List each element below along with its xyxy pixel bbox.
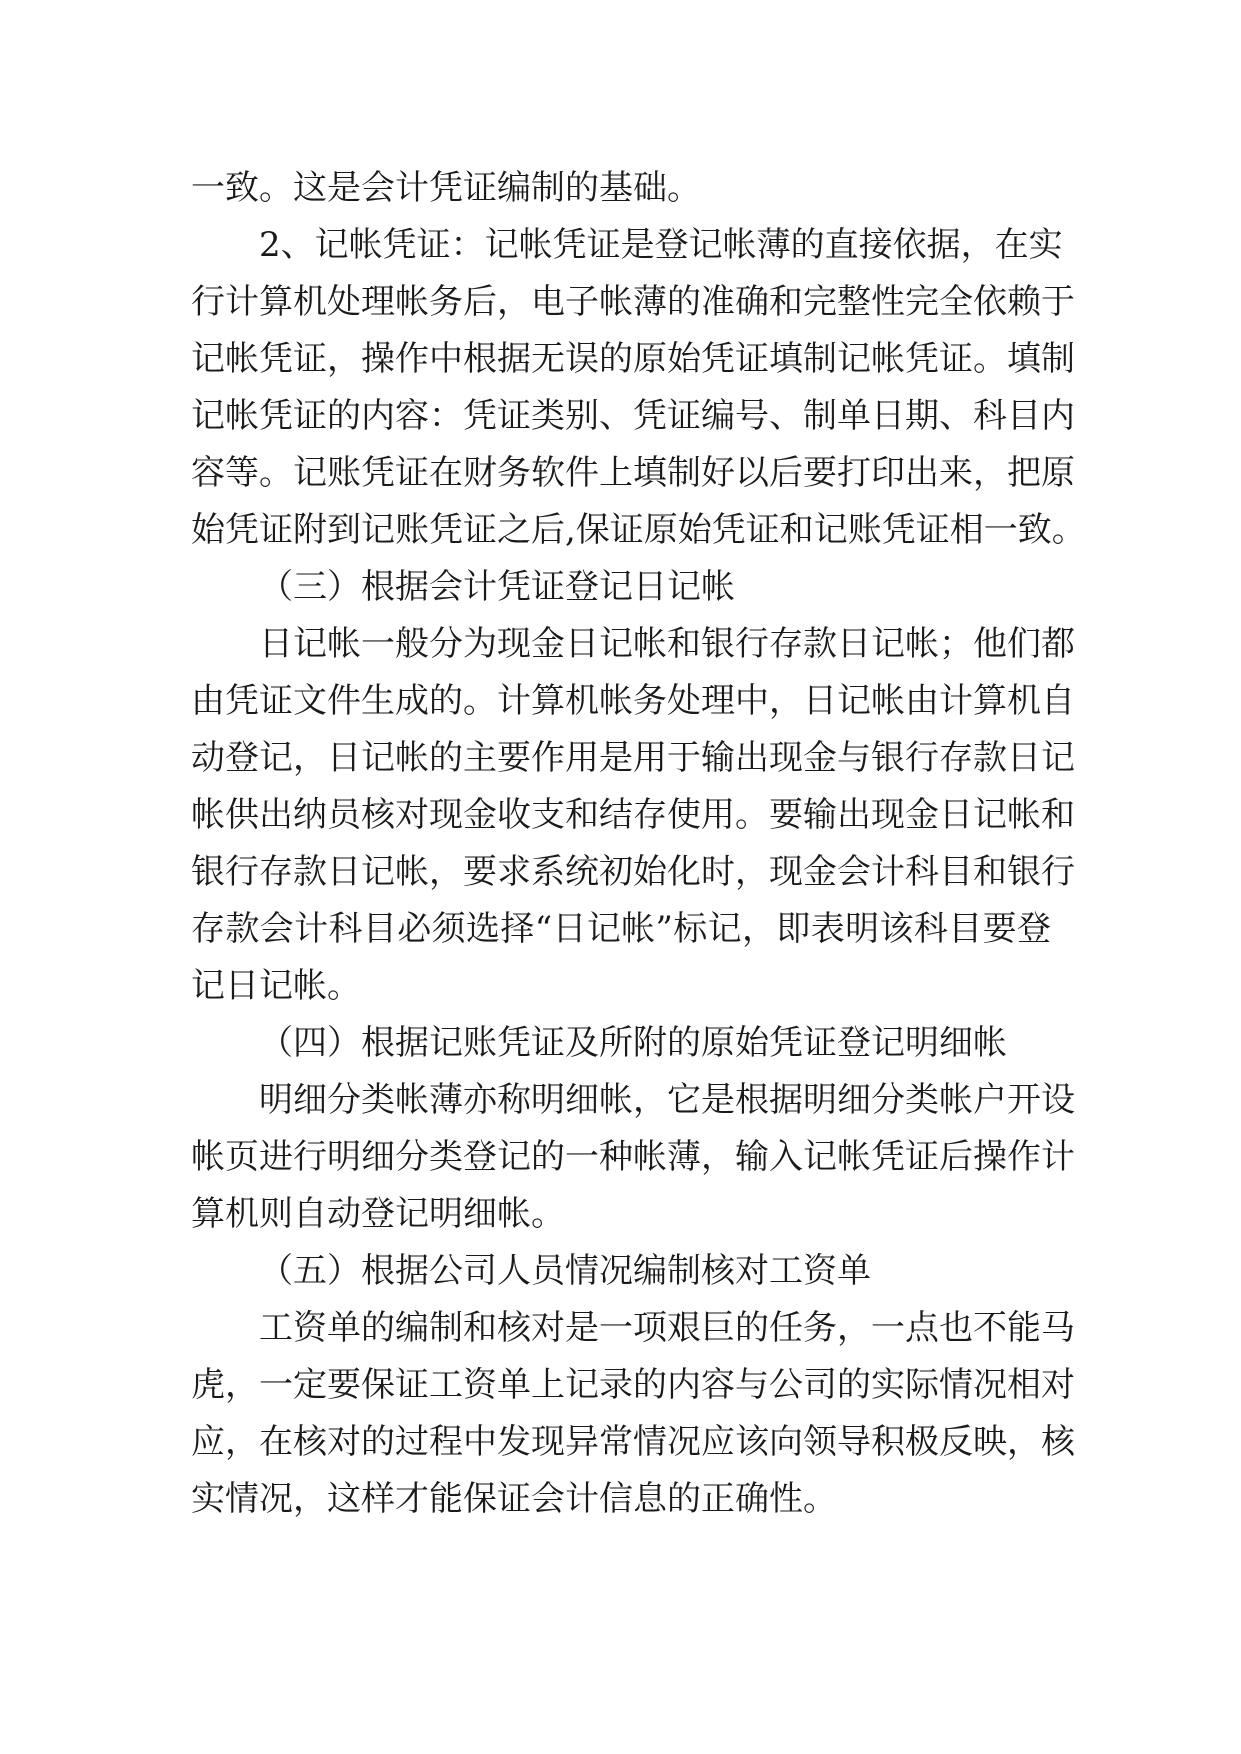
text-line-4: 记帐凭证，操作中根据无误的原始凭证填制记帐凭证。填制 bbox=[191, 339, 1075, 379]
text-line-5: 记帐凭证的内容：凭证类别、凭证编号、制单日期、科目内 bbox=[191, 396, 1075, 436]
text-line-3: 行计算机处理帐务后，电子帐薄的准确和完整性完全依赖于 bbox=[191, 282, 1075, 322]
section-heading-3: （三）根据会计凭证登记日记帐 bbox=[259, 567, 735, 607]
text-line-17: 明细分类帐薄亦称明细帐，它是根据明细分类帐户开设 bbox=[259, 1080, 1075, 1120]
text-line-23: 应，在核对的过程中发现异常情况应该向领导积极反映，核 bbox=[191, 1422, 1075, 1462]
text-line-24: 实情况，这样才能保证会计信息的正确性。 bbox=[191, 1479, 837, 1519]
text-line-13: 银行存款日记帐，要求系统初始化时，现金会计科目和银行 bbox=[191, 852, 1075, 892]
text-line-15: 记日记帐。 bbox=[191, 966, 361, 1006]
text-line-22: 虎，一定要保证工资单上记录的内容与公司的实际情况相对 bbox=[191, 1365, 1075, 1405]
text-line-12: 帐供出纳员核对现金收支和结存使用。要输出现金日记帐和 bbox=[191, 795, 1075, 835]
text-line-1: 一致。这是会计凭证编制的基础。 bbox=[191, 168, 701, 208]
text-line-11: 动登记，日记帐的主要作用是用于输出现金与银行存款日记 bbox=[191, 738, 1075, 778]
text-line-14: 存款会计科目必须选择“日记帐”标记，即表明该科目要登 bbox=[191, 909, 1051, 949]
text-line-19: 算机则自动登记明细帐。 bbox=[191, 1194, 565, 1234]
text-line-10: 由凭证文件生成的。计算机帐务处理中，日记帐由计算机自 bbox=[191, 681, 1075, 721]
text-line-18: 帐页进行明细分类登记的一种帐薄，输入记帐凭证后操作计 bbox=[191, 1137, 1075, 1177]
text-line-9: 日记帐一般分为现金日记帐和银行存款日记帐；他们都 bbox=[259, 624, 1075, 664]
text-line-7: 始凭证附到记账凭证之后,保证原始凭证和记账凭证相一致。 bbox=[191, 510, 1086, 550]
text-line-21: 工资单的编制和核对是一项艰巨的任务，一点也不能马 bbox=[259, 1308, 1075, 1348]
text-line-6: 容等。记账凭证在财务软件上填制好以后要打印出来，把原 bbox=[191, 453, 1075, 493]
section-heading-4: （四）根据记账凭证及所附的原始凭证登记明细帐 bbox=[259, 1023, 1007, 1063]
text-line-2: 2、记帐凭证：记帐凭证是登记帐薄的直接依据，在实 bbox=[259, 225, 1063, 265]
section-heading-5: （五）根据公司人员情况编制核对工资单 bbox=[259, 1251, 871, 1291]
